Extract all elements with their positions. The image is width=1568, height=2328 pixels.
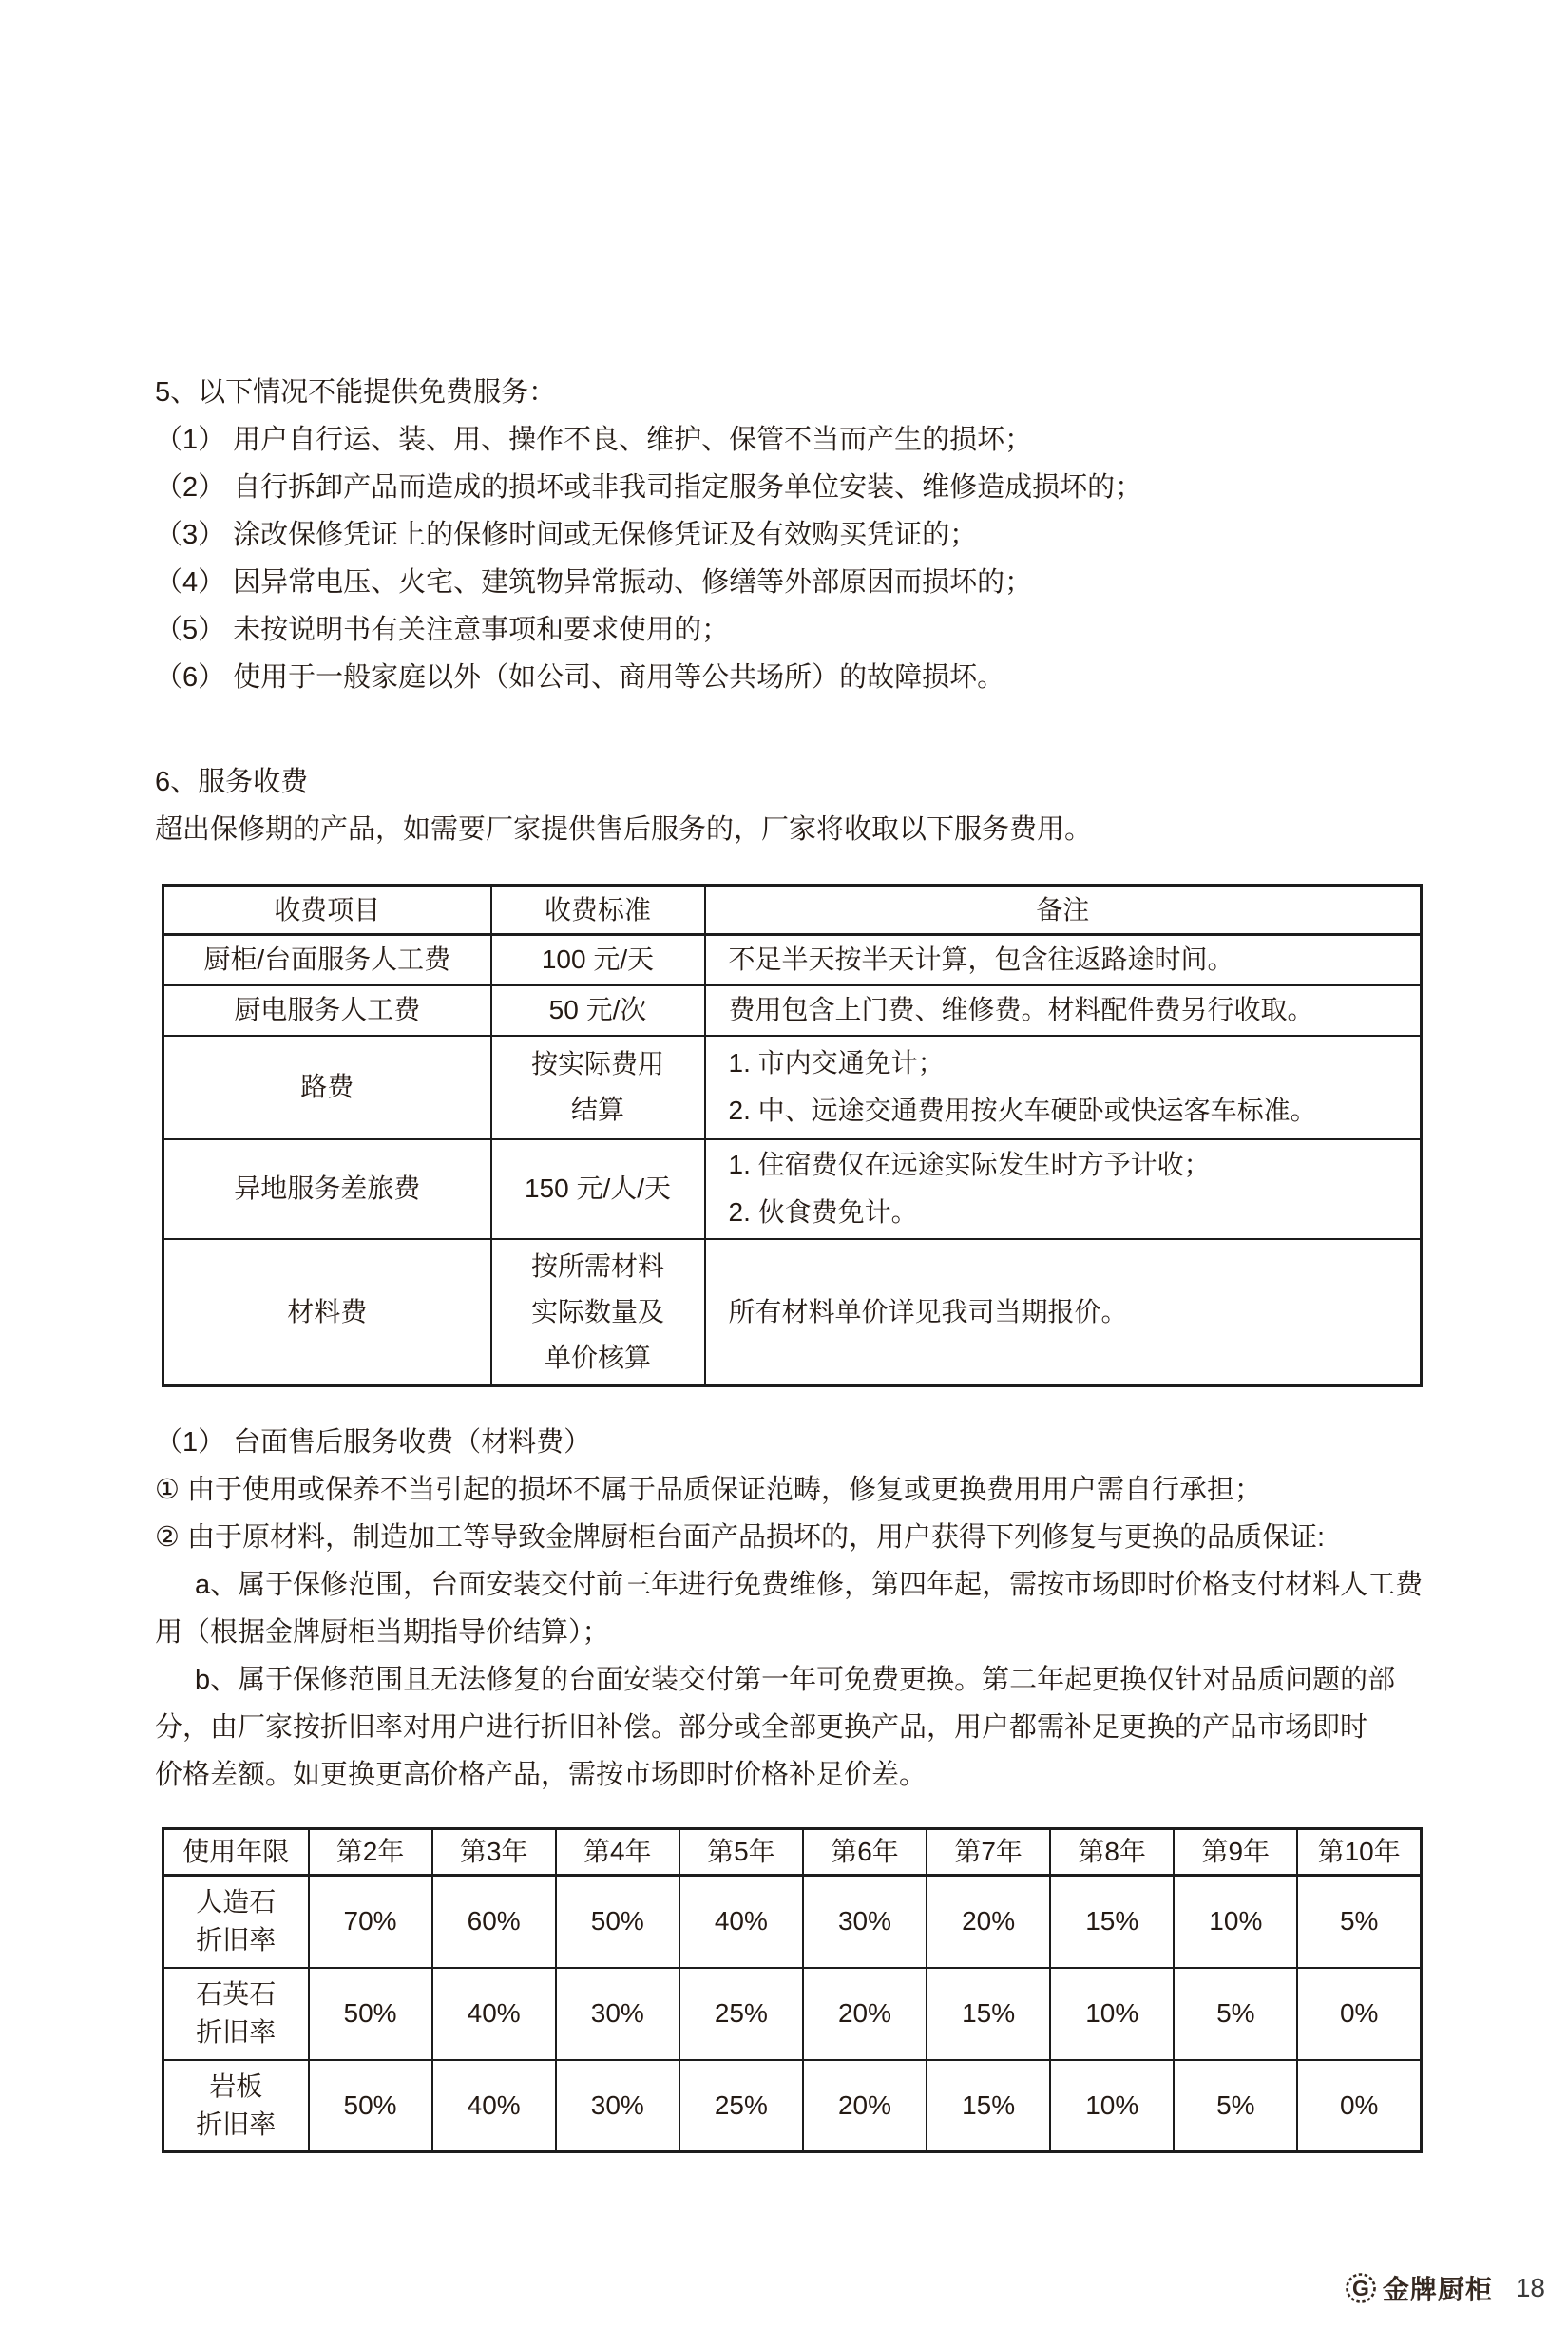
dep-value: 5% — [1174, 1968, 1297, 2060]
dep-value: 30% — [556, 1968, 679, 2060]
section-free-service-exclusions — [155, 369, 1463, 701]
dep-header-7: 第7年 — [927, 1829, 1050, 1876]
fee-standard-line: 单价核算 — [544, 1342, 651, 1372]
fee-standard-line: 150 元/人/天 — [524, 1174, 672, 1203]
fee-standard-line: 100 元/天 — [541, 945, 655, 975]
fee-note-line: 2. 伙食费免计。 — [728, 1197, 918, 1227]
dep-value: 40% — [679, 1876, 803, 1968]
page-number: 18 — [1515, 2273, 1545, 2302]
fee-note — [705, 1239, 1422, 1386]
countertop-line-1: （1） 台面售后服务收费（材料费） — [155, 1427, 592, 1458]
dep-value: 20% — [803, 1968, 927, 2060]
countertop-line-4: a、属于保修范围，台面安装交付前三年进行免费维修，第四年起，需按市场即时价格支付材料人工费 — [195, 1570, 1424, 1600]
page-footer — [1344, 2269, 1545, 2307]
dep-header-8: 第8年 — [1050, 1829, 1174, 1876]
dep-value: 50% — [309, 2060, 432, 2152]
countertop-paragraphs — [155, 1419, 1463, 1799]
fee-standard — [491, 1239, 705, 1386]
section5-item-6: （6） 使用于一般家庭以外（如公司、商用等公共场所）的故障损坏。 — [155, 662, 1005, 693]
section6-heading: 6、服务收费 — [155, 767, 309, 797]
dep-header-9: 第9年 — [1174, 1829, 1297, 1876]
fee-item: 厨电服务人工费 — [163, 985, 491, 1036]
dep-value: 50% — [556, 1876, 679, 1968]
fee-standard-line: 50 元/次 — [548, 995, 647, 1024]
fee-note — [705, 1036, 1422, 1139]
dep-value: 40% — [432, 1968, 556, 2060]
dep-row-label — [163, 2060, 309, 2152]
logo-letter: G — [1351, 2276, 1369, 2300]
section5-item-3: （3） 涂改保修凭证上的保修时间或无保修凭证及有效购买凭证的； — [155, 520, 978, 550]
goldenhome-logo-icon — [1344, 2271, 1378, 2305]
section5-item-2: （2） 自行拆卸产品而造成的损坏或非我司指定服务单位安装、维修造成损坏的； — [155, 472, 1143, 503]
dep-row-label — [163, 1876, 309, 1968]
fee-table-row — [163, 935, 1422, 985]
fee-standard — [491, 935, 705, 985]
dep-value: 15% — [1050, 1876, 1174, 1968]
section6-intro: 超出保修期的产品，如需要厂家提供售后服务的，厂家将收取以下服务费用。 — [155, 814, 1093, 845]
countertop-line-6: b、属于保修范围且无法修复的台面安装交付第一年可免费更换。第二年起更换仅针对品质问题的部 — [195, 1665, 1396, 1695]
fee-note-line: 1. 市内交通免计； — [728, 1048, 945, 1078]
dep-value: 40% — [432, 2060, 556, 2152]
fee-standard-line: 按实际费用 — [530, 1049, 664, 1078]
fee-note-line: 费用包含上门费、维修费。材料配件费另行收取。 — [728, 995, 1314, 1024]
dep-value: 10% — [1050, 1968, 1174, 2060]
dep-header-10: 第10年 — [1297, 1829, 1421, 1876]
countertop-line-7: 分，由厂家按折旧率对用户进行折旧补偿。部分或全部更换产品，用户都需补足更换的产品市场即时 — [155, 1712, 1368, 1743]
fee-note-line: 所有材料单价详见我司当期报价。 — [728, 1296, 1128, 1326]
dep-value: 15% — [927, 2060, 1050, 2152]
dep-value: 20% — [803, 2060, 927, 2152]
dep-value: 5% — [1174, 2060, 1297, 2152]
section5-item-4: （4） 因异常电压、火宅、建筑物异常振动、修缮等外部原因而损坏的； — [155, 567, 1033, 598]
dep-value: 70% — [309, 1876, 432, 1968]
dep-header-4: 第4年 — [556, 1829, 679, 1876]
dep-header-5: 第5年 — [679, 1829, 803, 1876]
dep-label-line: 石英石 — [196, 1979, 277, 2009]
fee-note-line: 1. 住宿费仅在远途实际发生时方予计收； — [728, 1150, 1211, 1179]
fee-table-row — [163, 1036, 1422, 1139]
section5-item-5: （5） 未按说明书有关注意事项和要求使用的； — [155, 615, 730, 645]
dep-label-line: 折旧率 — [196, 1925, 277, 1956]
countertop-line-3: ② 由于原材料，制造加工等导致金牌厨柜台面产品损坏的，用户获得下列修复与更换的品质保证: — [155, 1522, 1326, 1553]
dep-value: 0% — [1297, 1968, 1421, 2060]
section5-item-1: （1） 用户自行运、装、用、操作不良、维护、保管不当而产生的损坏； — [155, 425, 1033, 455]
dep-value: 30% — [556, 2060, 679, 2152]
fee-item: 厨柜/台面服务人工费 — [163, 935, 491, 985]
dep-table-row — [163, 1968, 1422, 2060]
depreciation-table-header-row — [163, 1829, 1422, 1876]
dep-table-row — [163, 2060, 1422, 2152]
fee-item: 材料费 — [163, 1239, 491, 1386]
section5-heading: 5、以下情况不能提供免费服务： — [155, 377, 557, 408]
fee-standard — [491, 1036, 705, 1139]
fee-header-3: 备注 — [705, 886, 1422, 935]
fee-table-row — [163, 985, 1422, 1036]
dep-value: 25% — [679, 1968, 803, 2060]
dep-header-6: 第6年 — [803, 1829, 927, 1876]
dep-value: 20% — [927, 1876, 1050, 1968]
dep-value: 15% — [927, 1968, 1050, 2060]
fee-table — [162, 884, 1423, 1387]
fee-note-line: 2. 中、远途交通费用按火车硬卧或快运客车标准。 — [728, 1096, 1317, 1125]
fee-table-header-row — [163, 886, 1422, 935]
dep-row-label — [163, 1968, 309, 2060]
fee-standard-line: 按所需材料 — [530, 1250, 664, 1281]
dep-value: 25% — [679, 2060, 803, 2152]
fee-note — [705, 985, 1422, 1036]
brand-name: 金牌厨柜 — [1382, 2275, 1493, 2304]
fee-note — [705, 935, 1422, 985]
dep-value: 30% — [803, 1876, 927, 1968]
dep-header-2: 第2年 — [309, 1829, 432, 1876]
dep-value: 5% — [1297, 1876, 1421, 1968]
fee-table-row — [163, 1139, 1422, 1239]
dep-value: 50% — [309, 1968, 432, 2060]
dep-header-3: 第3年 — [432, 1829, 556, 1876]
fee-standard — [491, 1139, 705, 1239]
fee-standard-line: 结算 — [570, 1095, 624, 1124]
section5-items — [155, 416, 1463, 701]
countertop-line-8: 价格差额。如更换更高价格产品，需按市场即时价格补足价差。 — [155, 1760, 927, 1790]
fee-table-row — [163, 1239, 1422, 1386]
fee-header-1: 收费项目 — [163, 886, 491, 935]
dep-value: 10% — [1174, 1876, 1297, 1968]
dep-label-line: 岩板 — [209, 2070, 263, 2101]
fee-standard-line: 实际数量及 — [530, 1296, 664, 1326]
dep-value: 0% — [1297, 2060, 1421, 2152]
countertop-line-5: 用（根据金牌厨柜当期指导价结算）； — [155, 1617, 610, 1648]
dep-value: 10% — [1050, 2060, 1174, 2152]
fee-note — [705, 1139, 1422, 1239]
dep-label-line: 人造石 — [196, 1887, 277, 1918]
section-countertop-fees — [155, 1419, 1463, 1799]
fee-header-2: 收费标准 — [491, 886, 705, 935]
dep-label-line: 折旧率 — [196, 2109, 277, 2139]
section-service-fees — [155, 758, 1463, 853]
countertop-line-2: ① 由于使用或保养不当引起的损坏不属于品质保证范畴，修复或更换费用用户需自行承担； — [155, 1475, 1263, 1505]
depreciation-table — [162, 1827, 1423, 2153]
dep-label-line: 折旧率 — [196, 2017, 277, 2047]
fee-item: 路费 — [163, 1036, 491, 1139]
fee-item: 异地服务差旅费 — [163, 1139, 491, 1239]
fee-note-line: 不足半天按半天计算，包含往返路途时间。 — [728, 945, 1234, 975]
dep-value: 60% — [432, 1876, 556, 1968]
fee-standard — [491, 985, 705, 1036]
dep-header-1: 使用年限 — [163, 1829, 309, 1876]
dep-table-row — [163, 1876, 1422, 1968]
